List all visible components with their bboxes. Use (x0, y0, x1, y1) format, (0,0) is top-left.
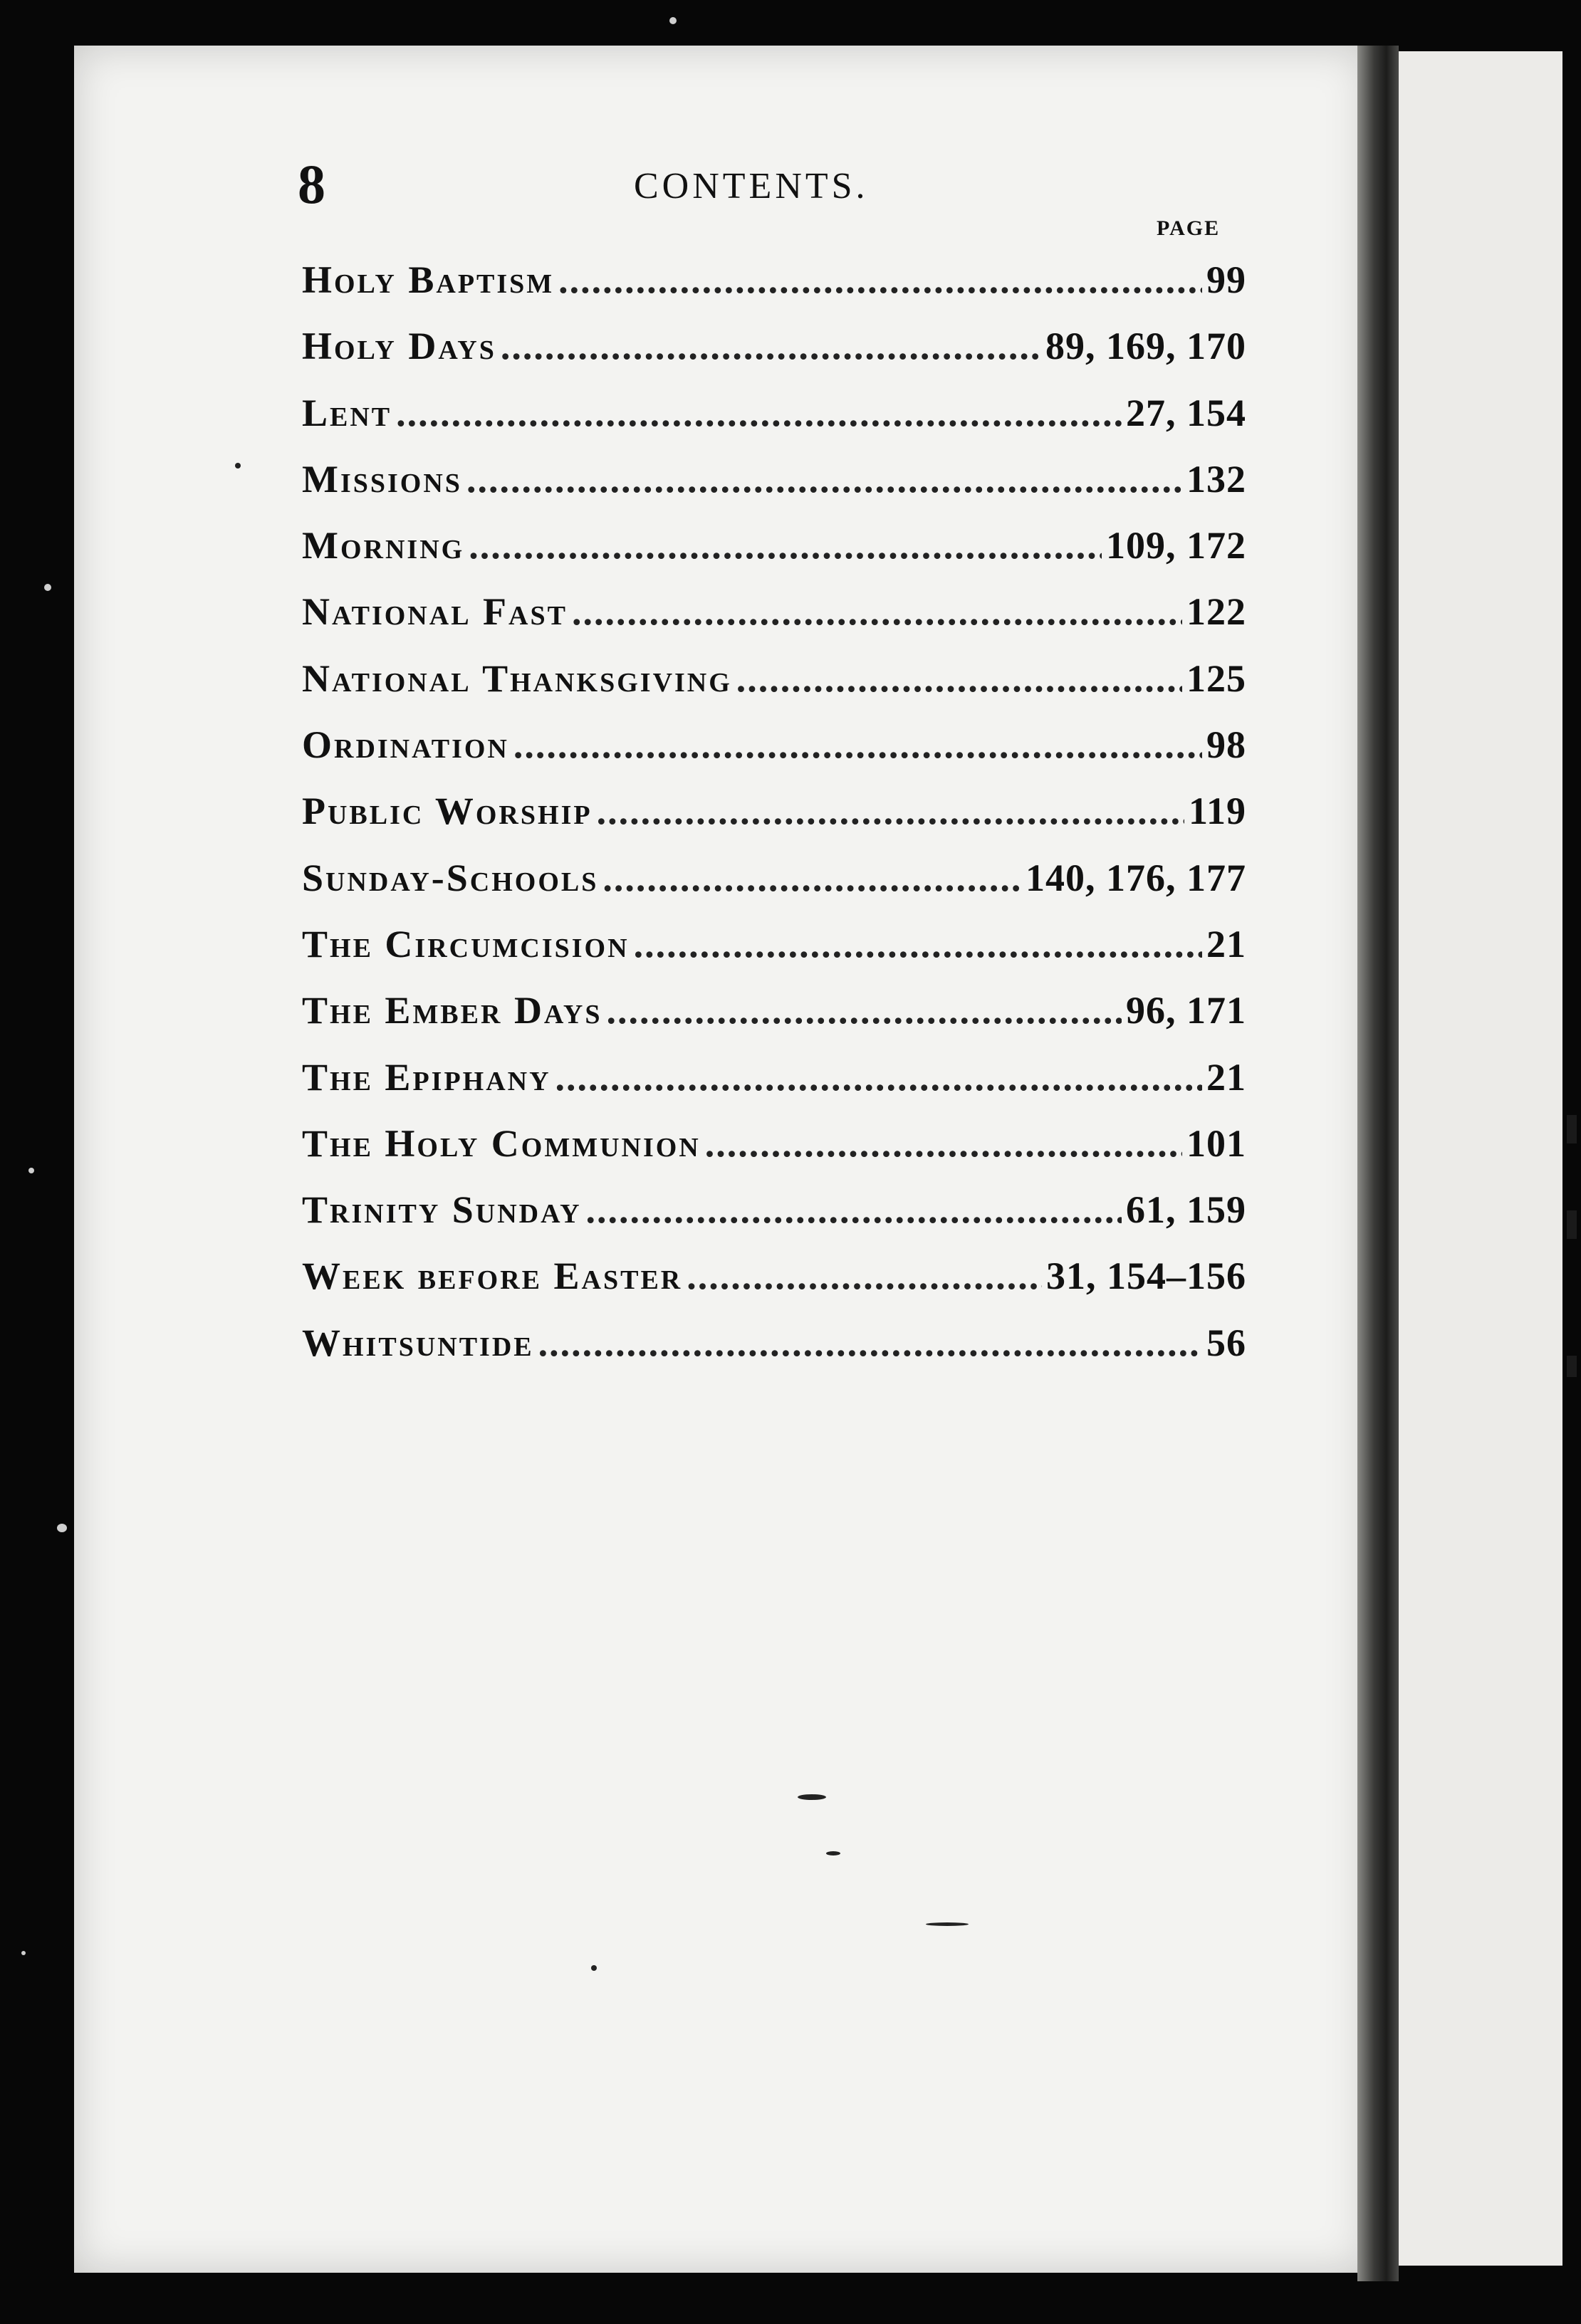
dot-leader (558, 258, 1202, 302)
toc-entry-title: Sunday-Schools (302, 856, 599, 899)
facing-page-edge (1399, 51, 1562, 2266)
toc-entry-pages: 109, 172 (1106, 524, 1246, 567)
toc-entry (302, 1321, 1246, 1387)
dust-speck (44, 584, 51, 591)
toc-entry-pages: 125 (1186, 656, 1246, 700)
toc-entry-title: Public Worship (302, 790, 593, 833)
dot-leader (687, 1254, 1042, 1298)
dot-leader (586, 1188, 1122, 1232)
toc-entry-pages: 21 (1206, 922, 1246, 965)
dust-speck (28, 1168, 34, 1173)
toc-entry-title: Trinity Sunday (302, 1188, 582, 1232)
toc-entry (302, 656, 1246, 723)
toc-entry (302, 789, 1246, 855)
toc-entry (302, 856, 1246, 922)
toc-entry (302, 523, 1246, 590)
toc-entry (302, 324, 1246, 390)
toc-entry-pages: 122 (1186, 590, 1246, 634)
toc-entry-pages: 119 (1188, 790, 1246, 833)
dot-leader (606, 988, 1122, 1032)
dust-speck (21, 1951, 26, 1955)
running-head: CONTENTS. (634, 166, 869, 206)
toc-entry (302, 457, 1246, 523)
toc-entry-title: National Fast (302, 590, 568, 634)
toc-entry-pages: 31, 154–156 (1046, 1255, 1246, 1298)
dot-leader (501, 324, 1041, 368)
toc-entry-pages: 98 (1206, 723, 1246, 767)
toc-entry (302, 1121, 1246, 1188)
toc-entry-title: Whitsuntide (302, 1321, 534, 1364)
toc-entry-title: National Thanksgiving (302, 656, 732, 700)
dot-leader (513, 723, 1202, 767)
toc-entry-pages: 140, 176, 177 (1026, 856, 1246, 899)
dot-leader (538, 1321, 1202, 1365)
dot-leader (634, 922, 1202, 966)
book-gutter (1357, 46, 1399, 2281)
toc-entry (302, 988, 1246, 1054)
toc-entry-pages: 132 (1186, 457, 1246, 501)
dust-speck (57, 1524, 67, 1532)
dot-leader (469, 523, 1102, 567)
toc-entry (302, 1188, 1246, 1254)
facing-page-text-fragment (1567, 1210, 1577, 1239)
dust-speck (235, 463, 241, 469)
toc-entry-title: The Epiphany (302, 1055, 551, 1099)
page-column-label: PAGE (1157, 216, 1221, 240)
toc-entry (302, 391, 1246, 457)
toc-entry (302, 723, 1246, 789)
dot-leader (602, 856, 1021, 900)
toc-entry-pages: 101 (1186, 1121, 1246, 1165)
dot-leader (396, 391, 1122, 435)
toc-entry-title: The Ember Days (302, 989, 602, 1032)
page-number: 8 (298, 153, 325, 215)
toc-entry-pages: 61, 159 (1126, 1188, 1246, 1232)
toc-entry (302, 590, 1246, 656)
dust-speck (826, 1851, 840, 1855)
toc-entry (302, 1254, 1246, 1320)
facing-page-text-fragment (1567, 1356, 1577, 1377)
toc-entry-pages: 27, 154 (1126, 391, 1246, 434)
dust-speck (926, 1922, 969, 1926)
dot-leader (572, 590, 1182, 634)
toc-entry-title: The Circumcision (302, 922, 630, 965)
toc-entry (302, 1055, 1246, 1121)
toc-entry-title: Ordination (302, 723, 509, 767)
toc-entry (302, 258, 1246, 324)
toc-entry-pages: 89, 169, 170 (1045, 325, 1246, 368)
toc-entry-pages: 96, 171 (1126, 989, 1246, 1032)
dust-speck (591, 1965, 597, 1971)
toc-entry-title: Holy Days (302, 325, 496, 368)
facing-page-text-fragment (1567, 1115, 1577, 1143)
toc-entry-title: Missions (302, 457, 462, 501)
toc-entry-title: Holy Baptism (302, 258, 555, 301)
contents-list (302, 258, 1246, 1387)
dot-leader (466, 457, 1182, 501)
dot-leader (597, 789, 1184, 833)
dust-speck (669, 17, 677, 24)
dust-speck (798, 1794, 826, 1800)
toc-entry-pages: 56 (1206, 1321, 1246, 1364)
toc-entry (302, 922, 1246, 988)
toc-entry-title: Lent (302, 391, 392, 434)
dot-leader (555, 1055, 1202, 1099)
toc-entry-title: Morning (302, 524, 465, 567)
dot-leader (736, 656, 1182, 701)
toc-entry-pages: 99 (1206, 258, 1246, 301)
dot-leader (705, 1121, 1182, 1166)
toc-entry-pages: 21 (1206, 1055, 1246, 1099)
toc-entry-title: The Holy Communion (302, 1121, 701, 1165)
toc-entry-title: Week before Easter (302, 1255, 683, 1298)
